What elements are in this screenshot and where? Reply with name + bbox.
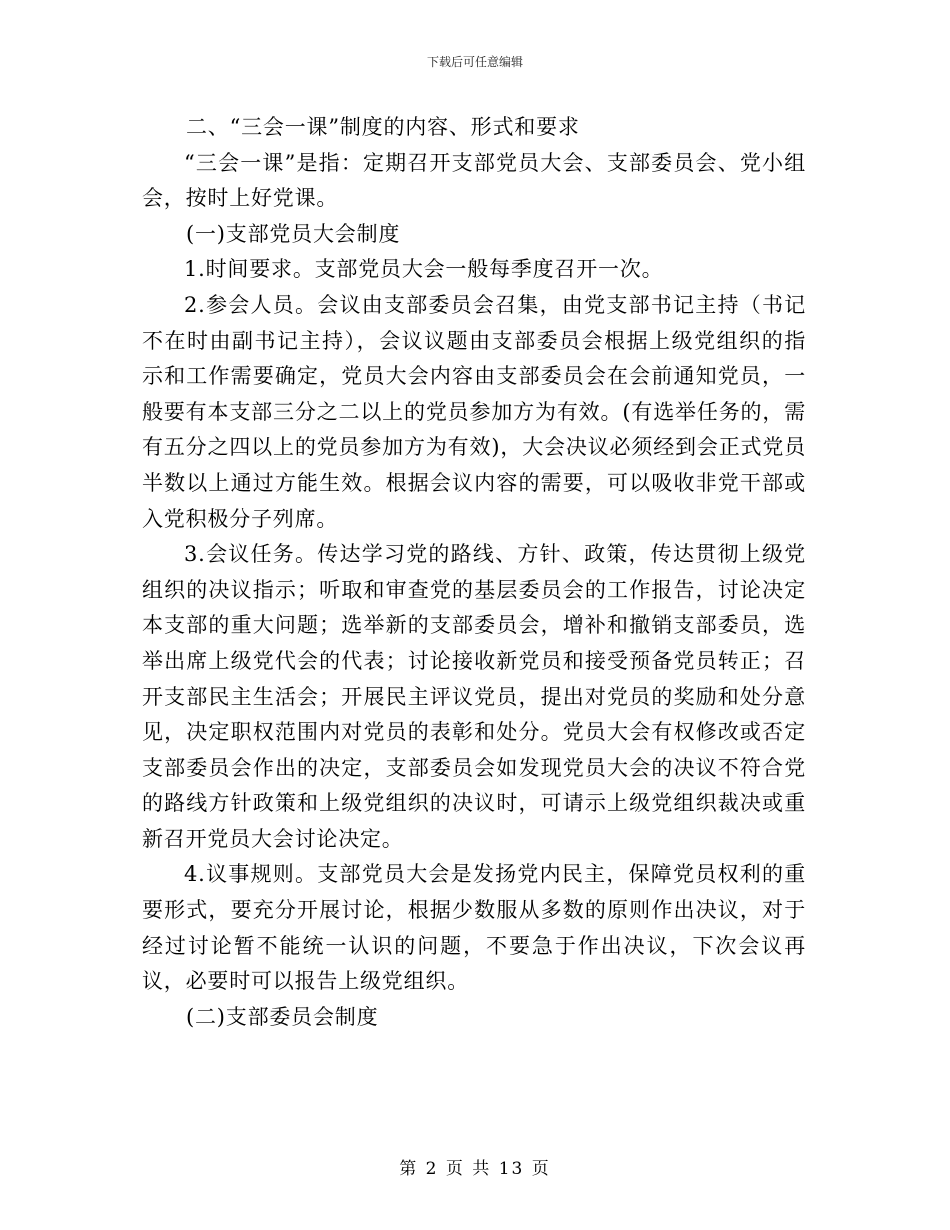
- paragraph-rules: 4.议事规则。支部党员大会是发扬党内民主，保障党员权利的重要形式，要充分开展讨论，根据少数服从多数的原则作出决议，对于经过讨论暂不能统一认识的问题，不要急于作出决议，下次会议再议，必要时可以报告上级党组织。: [142, 862, 806, 994]
- paragraph-definition: “三会一课”是指：定期召开支部党员大会、支部委员会、党小组会，按时上好党课。: [142, 150, 806, 211]
- section-heading: 二、“三会一课”制度的内容、形式和要求: [186, 115, 580, 139]
- document-body: [142, 110, 806, 1035]
- header-note: 下载后可任意编辑: [426, 55, 523, 69]
- subsection-heading-1: (一)支部党员大会制度: [186, 221, 401, 246]
- paragraph-participants: 2.参会人员。会议由支部委员会召集，由党支部书记主持（书记不在时由副书记主持），会议议题由支部委员会根据上级党组织的指示和工作需要确定，党员大会内容由支部委员会在会前通知党员，一般要有本支部三分之二以上的党员参加方为有效。(有选举任务的，需有五分之四以上的党员参加方为有效)，大会决议必须经到会正式党员半数以上通过方能生效。根据会议内容的需要，可以吸收非党干部或入党积极分子列席。: [142, 292, 806, 531]
- subsection-heading-2: (二)支部委员会制度: [186, 1004, 379, 1029]
- paragraph-time-requirement: 1.时间要求。支部党员大会一般每季度召开一次。: [184, 257, 664, 282]
- page-number-footer: 第 2 页 共 13 页: [399, 1159, 551, 1179]
- paragraph-meeting-tasks: 3.会议任务。传达学习党的路线、方针、政策，传达贯彻上级党组织的决议指示；听取和审查党的基层委员会的工作报告，讨论决定本支部的重大问题；选举新的支部委员会，增补和撤销支部委员，选举出席上级党代会的代表；讨论接收新党员和接受预备党员转正；召开支部民主生活会；开展民主评议党员，提出对党员的奖励和处分意见，决定职权范围内对党员的表彰和处分。党员大会有权修改或否定支部委员会作出的决定，支部委员会如发现党员大会的决议不符合党的路线方针政策和上级党组织的决议时，可请示上级党组织裁决或重新召开党员大会讨论决定。: [142, 542, 806, 851]
